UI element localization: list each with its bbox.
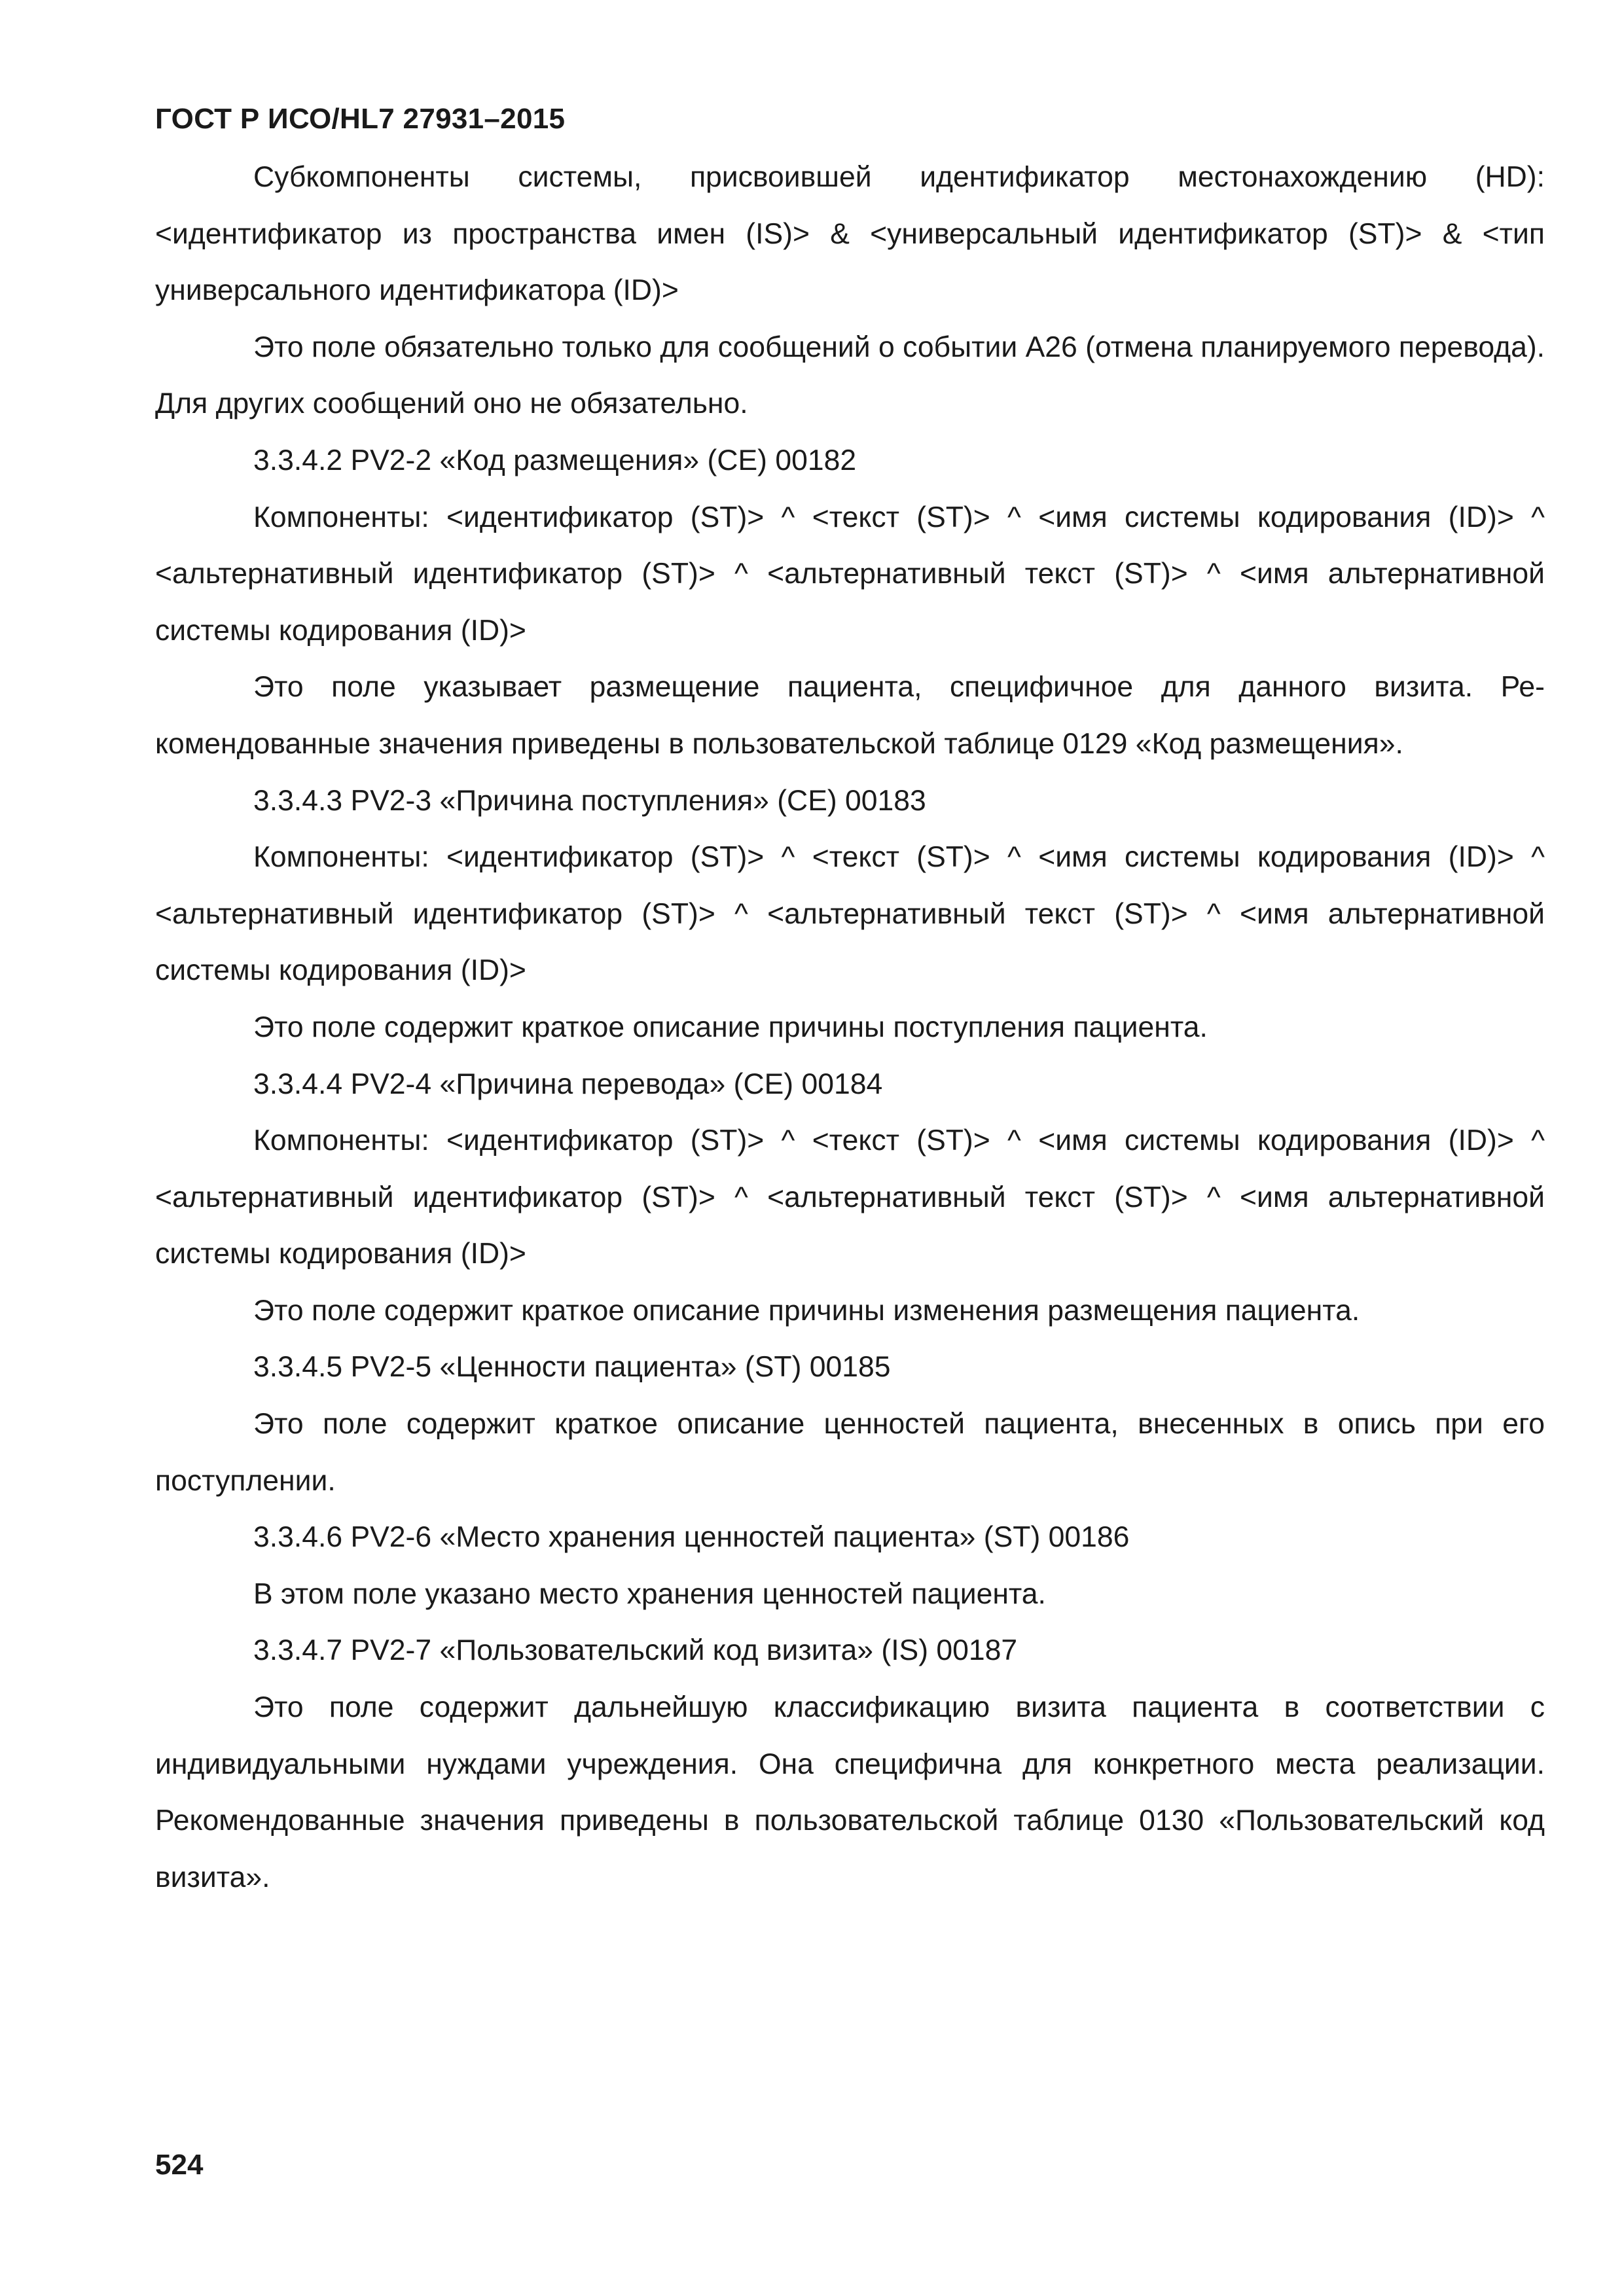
- paragraph-pv2-4-description: Это поле содержит краткое описание причины изменения размещения пациента.: [253, 1294, 1360, 1327]
- section-heading-pv2-6: 3.3.4.6 PV2-6 «Место хранения ценностей пациента» (ST) 00186: [253, 1521, 1130, 1554]
- paragraph-pv2-3-description: Это поле содержит краткое описание причины поступления пациента.: [253, 1011, 1208, 1043]
- document-header: ГОСТ Р ИСО/HL7 27931–2015: [155, 103, 566, 135]
- paragraph-pv2-4-components: Компоненты: <идентификатор (ST)> ^ <текст (ST)> ^ <имя системы кодирования (ID)> ^ <альтернативный идентификатор (ST)> ^ <альтернативный текст (ST)> ^ <имя альтернативной системы кодирования (ID)>: [155, 1124, 1545, 1270]
- section-heading-pv2-3: 3.3.4.3 PV2-3 «Причина поступления» (CE) 00183: [253, 784, 926, 817]
- paragraph-pv2-5-description: Это поле содержит краткое описание ценностей пациента, внесенных в опись при его поступлении.: [155, 1408, 1545, 1497]
- page-number: 524: [155, 2149, 204, 2181]
- paragraph-pv2-2-components: Компоненты: <идентификатор (ST)> ^ <текст (ST)> ^ <имя системы кодирования (ID)> ^ <альтернативный идентификатор (ST)> ^ <альтернативный текст (ST)> ^ <имя альтернативной системы кодирования (ID)>: [155, 501, 1545, 647]
- section-heading-pv2-7: 3.3.4.7 PV2-7 «Пользовательский код визита» (IS) 00187: [253, 1634, 1018, 1667]
- paragraph-pv2-2-description: Это поле указывает размещение пациента, специфичное для данного визита. Рекомендованные значения приведены в пользовательской таблице 0129 «Код размещения».: [155, 671, 1545, 760]
- document-body: [155, 149, 1545, 1906]
- paragraph-pv2-6-description: В этом поле указано место хранения ценностей пациента.: [253, 1577, 1046, 1610]
- section-heading-pv2-5: 3.3.4.5 PV2-5 «Ценности пациента» (ST) 00185: [253, 1351, 891, 1384]
- section-heading-pv2-2: 3.3.4.2 PV2-2 «Код размещения» (CE) 00182: [253, 444, 857, 476]
- paragraph-pv2-3-components: Компоненты: <идентификатор (ST)> ^ <текст (ST)> ^ <имя системы кодирования (ID)> ^ <альтернативный идентификатор (ST)> ^ <альтернативный текст (ST)> ^ <имя альтернативной системы кодирования (ID)>: [155, 841, 1545, 987]
- paragraph-pv2-7-description: Это поле содержит дальнейшую классификацию визита пациента в соответствии с индивидуальными нуждами учреждения. Она специфична для конкретного места реализации. Рекомендованные значения приведены в пользовательской таблице 0130 «Пользовательский код визита».: [155, 1691, 1545, 1893]
- paragraph-a26-requirement: Это поле обязательно только для сообщений о событии A26 (отмена планируемого перевода). Для других сообщений оно не обязательно.: [155, 331, 1545, 420]
- paragraph-hd-subcomponents: Субкомпоненты системы, присвоившей идентификатор местонахождению (HD): <идентификатор из пространства имен (IS)> & <универсальный идентификатор (ST)> & <тип универсального идентификатора (ID)>: [155, 161, 1545, 307]
- section-heading-pv2-4: 3.3.4.4 PV2-4 «Причина перевода» (CE) 00184: [253, 1067, 883, 1100]
